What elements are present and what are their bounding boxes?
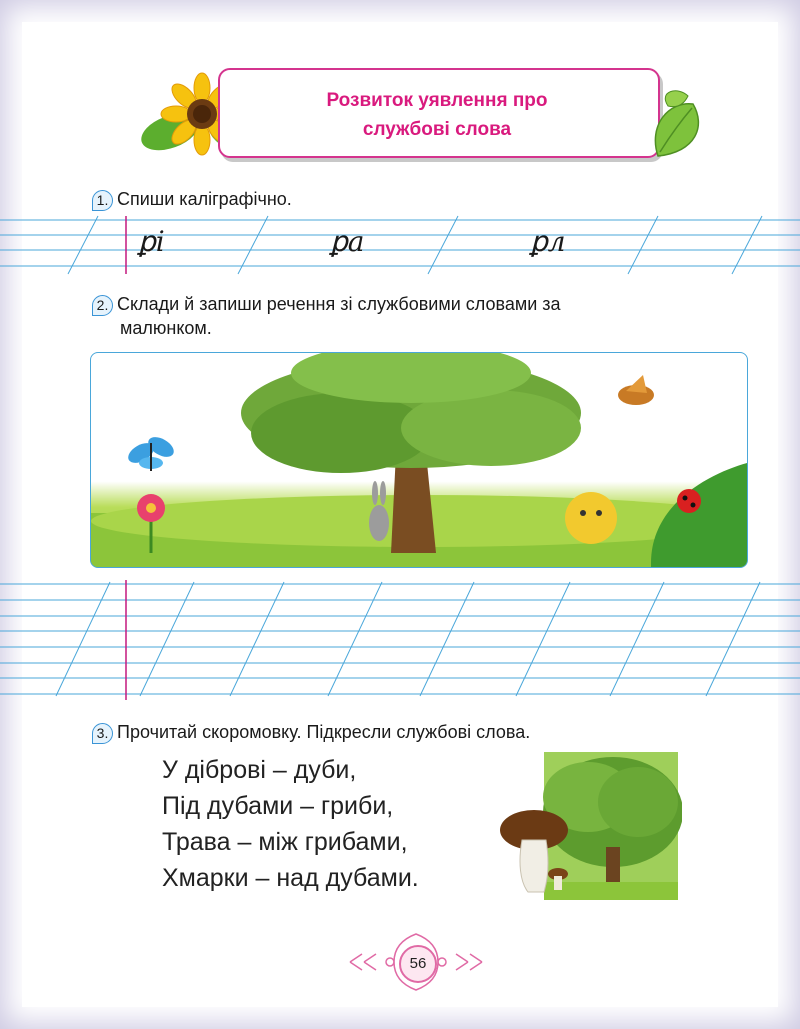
task-2 <box>92 292 752 340</box>
forest-picture <box>90 352 748 568</box>
leaf-illustration <box>648 86 708 162</box>
task-number-icon: 3. <box>92 723 113 744</box>
kolobok <box>565 492 617 544</box>
task-3-text: Прочитай скоромовку. Підкресли службові слова. <box>117 722 531 742</box>
oak-mushroom-picture <box>498 752 682 904</box>
writing-ruling <box>0 578 800 702</box>
task-2-line-2: малюнком. <box>120 318 212 338</box>
page-title <box>218 86 656 144</box>
task-number-icon: 2. <box>92 295 113 316</box>
butterfly <box>125 433 177 471</box>
poem-line-4: Хмарки – над дубами. <box>162 864 419 892</box>
task-1 <box>92 187 292 211</box>
tongue-twister <box>162 752 419 896</box>
calligraphy-sample-3: ꝑл <box>530 225 566 258</box>
title-line-2: службові слова <box>362 119 512 140</box>
title-line-1: Розвиток уявлення про <box>326 90 548 111</box>
task-3 <box>92 720 530 744</box>
bird <box>618 375 654 405</box>
calligraphy-sample-2: ꝑа <box>330 225 365 258</box>
poem-line-2: Під дубами – гриби, <box>162 792 394 820</box>
task-number-icon: 1. <box>92 190 113 211</box>
page-number: 56 <box>399 945 437 983</box>
rabbit <box>369 481 389 541</box>
poem-line-1: У діброві – дуби, <box>162 756 357 784</box>
forest-scene <box>91 353 747 567</box>
task-1-text: Спиши каліграфічно. <box>117 189 292 209</box>
calligraphy-ruling <box>0 214 800 276</box>
poem-line-3: Трава – між грибами, <box>162 828 408 856</box>
calligraphy-sample-1: ꝑі <box>138 225 165 258</box>
task-2-line-1: Склади й запиши речення зі службовими словами за <box>117 294 561 314</box>
